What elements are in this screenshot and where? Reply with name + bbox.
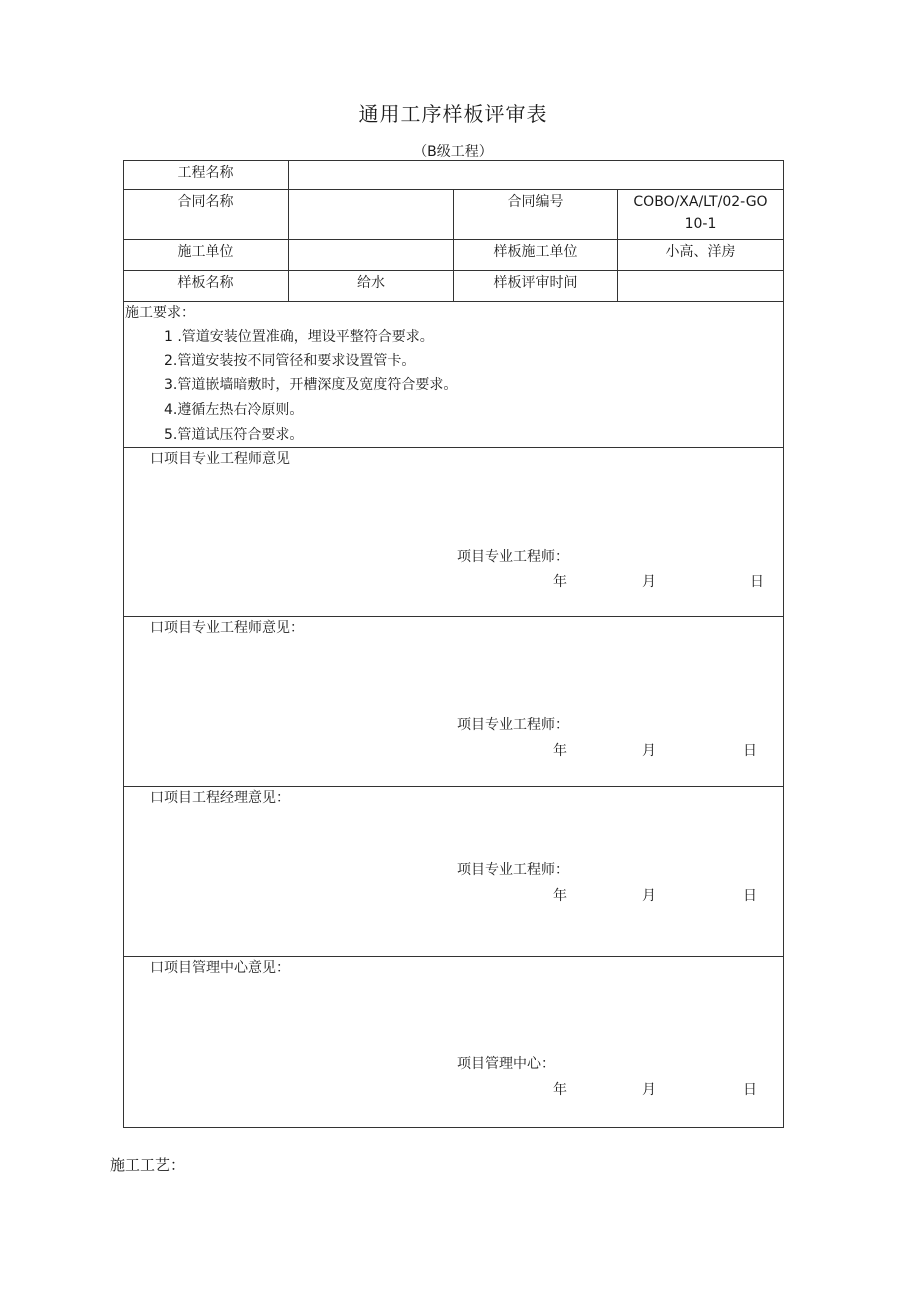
opinion-day: 日 [750, 574, 764, 590]
project-name-label: 工程名称 [177, 165, 234, 181]
opinion-signer: 项目管理中心： [457, 1056, 555, 1072]
construction-process-heading: 施工工艺： [110, 1156, 186, 1174]
sample-contractor-label: 样板施工单位 [493, 244, 578, 260]
opinion-signer: 项目专业工程师： [457, 717, 569, 733]
opinion-year: 年 [553, 574, 567, 590]
opinion-year: 年 [553, 1082, 567, 1098]
contract-name-label: 合同名称 [177, 194, 234, 210]
review-form-table [123, 160, 784, 1128]
opinion-year: 年 [553, 888, 567, 904]
opinion-signer: 项目专业工程师： [457, 549, 569, 565]
opinion-year: 年 [553, 743, 567, 759]
document-subtitle: （B级工程） [413, 144, 493, 160]
sample-name-label: 样板名称 [177, 275, 234, 291]
requirement-item: 2.管道安装按不同管径和要求设置管卡。 [164, 353, 416, 369]
opinion-month: 月 [642, 888, 656, 904]
contract-no-value-line2: 10-1 [684, 216, 717, 232]
requirement-item: 1 .管道安装位置准确，埋设平整符合要求。 [164, 329, 434, 345]
requirements-heading: 施工要求： [125, 305, 195, 321]
opinion-title: 口项目专业工程师意见： [150, 620, 304, 636]
opinion-month: 月 [642, 574, 656, 590]
contractor-label: 施工单位 [177, 244, 234, 260]
requirement-item: 4.遵循左热右冷原则。 [164, 402, 304, 418]
requirement-item: 5.管道试压符合要求。 [164, 427, 304, 443]
opinion-title: 口项目专业工程师意见 [150, 451, 290, 467]
review-time-label: 样板评审时间 [493, 275, 578, 291]
opinion-day: 日 [743, 1082, 757, 1098]
contract-no-value-line1: COBO/XA/LT/02-GO [633, 194, 768, 210]
opinion-title: 口项目工程经理意见： [150, 790, 290, 806]
sample-name-value: 给水 [357, 275, 385, 291]
opinion-day: 日 [743, 743, 757, 759]
opinion-signer: 项目专业工程师： [457, 862, 569, 878]
document-title: 通用工序样板评审表 [358, 102, 548, 126]
opinion-title: 口项目管理中心意见： [150, 960, 290, 976]
requirement-item: 3.管道嵌墙暗敷时，开槽深度及宽度符合要求。 [164, 377, 458, 393]
contract-no-label: 合同编号 [507, 194, 564, 210]
opinion-month: 月 [642, 1082, 656, 1098]
opinion-day: 日 [743, 888, 757, 904]
sample-contractor-value: 小高、洋房 [665, 244, 736, 260]
opinion-month: 月 [642, 743, 656, 759]
